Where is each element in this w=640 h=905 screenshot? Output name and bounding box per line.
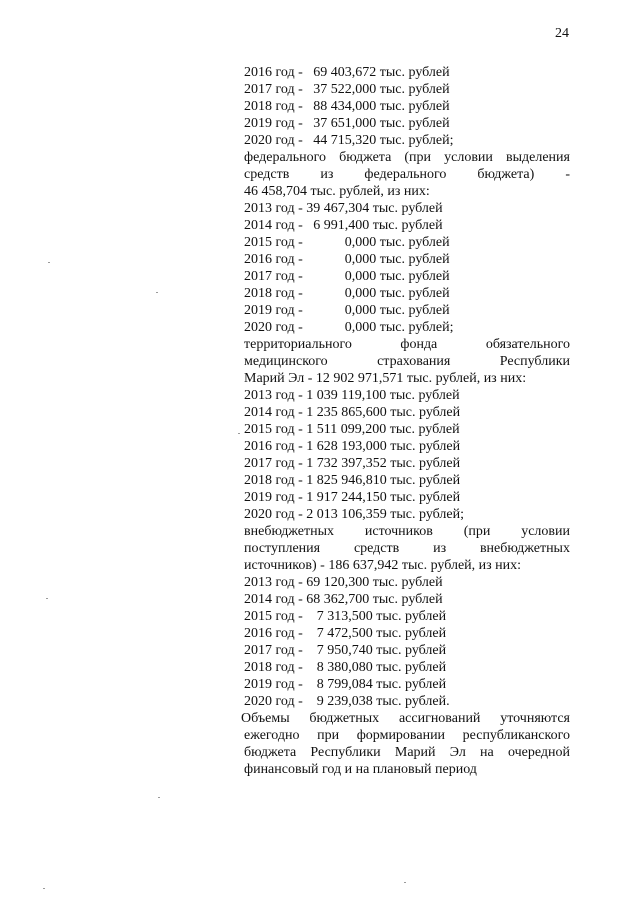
oms-heading-line-1: территориального фонда обязательного xyxy=(244,337,570,352)
year-line: 2017 год - 1 732 397,352 тыс. рублей xyxy=(244,456,461,471)
year-line: 2013 год - 69 120,300 тыс. рублей xyxy=(244,575,443,590)
scan-speck xyxy=(48,262,50,263)
closing-paragraph: Объемы бюджетных ассигнований уточняются ежегодно при формировании республиканского бюджета Республики Марий Эл на очередной финансовый год и на плановый период xyxy=(241,711,570,777)
year-line: 2020 год - 2 013 106,359 тыс. рублей; xyxy=(244,507,465,522)
year-line: 2016 год - 69 403,672 тыс. рублей xyxy=(244,65,450,80)
federal-heading-line-2: средств из федерального бюджета) - xyxy=(244,167,570,182)
year-line: 2014 год - 6 991,400 тыс. рублей xyxy=(244,218,443,233)
scan-speck xyxy=(158,797,160,798)
year-line: 2020 год - 44 715,320 тыс. рублей; xyxy=(244,133,454,148)
federal-budget-section xyxy=(244,149,570,336)
year-line: 2018 год - 1 825 946,810 тыс. рублей xyxy=(244,473,461,488)
scan-speck xyxy=(238,433,240,434)
oms-heading-line-2: медицинского страхования Республики xyxy=(244,354,570,369)
year-line: 2018 год - 0,000 тыс. рублей xyxy=(244,286,450,301)
year-line: 2017 год - 0,000 тыс. рублей xyxy=(244,269,450,284)
year-line: 2015 год - 7 313,500 тыс. рублей xyxy=(244,609,447,624)
extra-heading-line-1: внебюджетных источников (при условии xyxy=(244,524,570,539)
regional-budget-years xyxy=(244,64,570,149)
year-line: 2016 год - 0,000 тыс. рублей xyxy=(244,252,450,267)
scan-speck xyxy=(156,292,158,293)
year-line: 2018 год - 88 434,000 тыс. рублей xyxy=(244,99,450,114)
page-number: 24 xyxy=(555,26,569,41)
year-line: 2019 год - 1 917 244,150 тыс. рублей xyxy=(244,490,461,505)
year-line: 2014 год - 1 235 865,600 тыс. рублей xyxy=(244,405,461,420)
year-line: 2020 год - 0,000 тыс. рублей; xyxy=(244,320,454,335)
scan-speck xyxy=(404,882,406,883)
scan-speck xyxy=(46,598,48,599)
year-line: 2017 год - 7 950,740 тыс. рублей xyxy=(244,643,447,658)
year-line: 2019 год - 0,000 тыс. рублей xyxy=(244,303,450,318)
funding-text-column xyxy=(241,64,570,778)
year-line: 2019 год - 37 651,000 тыс. рублей xyxy=(244,116,450,131)
year-line: 2014 год - 68 362,700 тыс. рублей xyxy=(244,592,443,607)
oms-fund-section xyxy=(244,336,570,523)
year-line: 2015 год - 0,000 тыс. рублей xyxy=(244,235,450,250)
year-line: 2016 год - 7 472,500 тыс. рублей xyxy=(244,626,447,641)
scan-speck xyxy=(43,888,45,889)
extra-heading-line-2: поступления средств из внебюджетных xyxy=(244,541,570,556)
year-line: 2013 год - 39 467,304 тыс. рублей xyxy=(244,201,443,216)
year-line: 2020 год - 9 239,038 тыс. рублей. xyxy=(244,694,450,709)
year-line: 2019 год - 8 799,084 тыс. рублей xyxy=(244,677,447,692)
extra-total: источников) - 186 637,942 тыс. рублей, из них: xyxy=(244,558,522,573)
extrabudgetary-section xyxy=(244,523,570,710)
year-line: 2013 год - 1 039 119,100 тыс. рублей xyxy=(244,388,460,403)
year-line: 2016 год - 1 628 193,000 тыс. рублей xyxy=(244,439,461,454)
federal-total: 46 458,704 тыс. рублей, из них: xyxy=(244,184,430,199)
year-line: 2017 год - 37 522,000 тыс. рублей xyxy=(244,82,450,97)
year-line: 2015 год - 1 511 099,200 тыс. рублей xyxy=(244,422,460,437)
oms-total: Марий Эл - 12 902 971,571 тыс. рублей, из них: xyxy=(244,371,527,386)
year-line: 2018 год - 8 380,080 тыс. рублей xyxy=(244,660,447,675)
federal-heading-line-1: федерального бюджета (при условии выделения xyxy=(244,150,570,165)
